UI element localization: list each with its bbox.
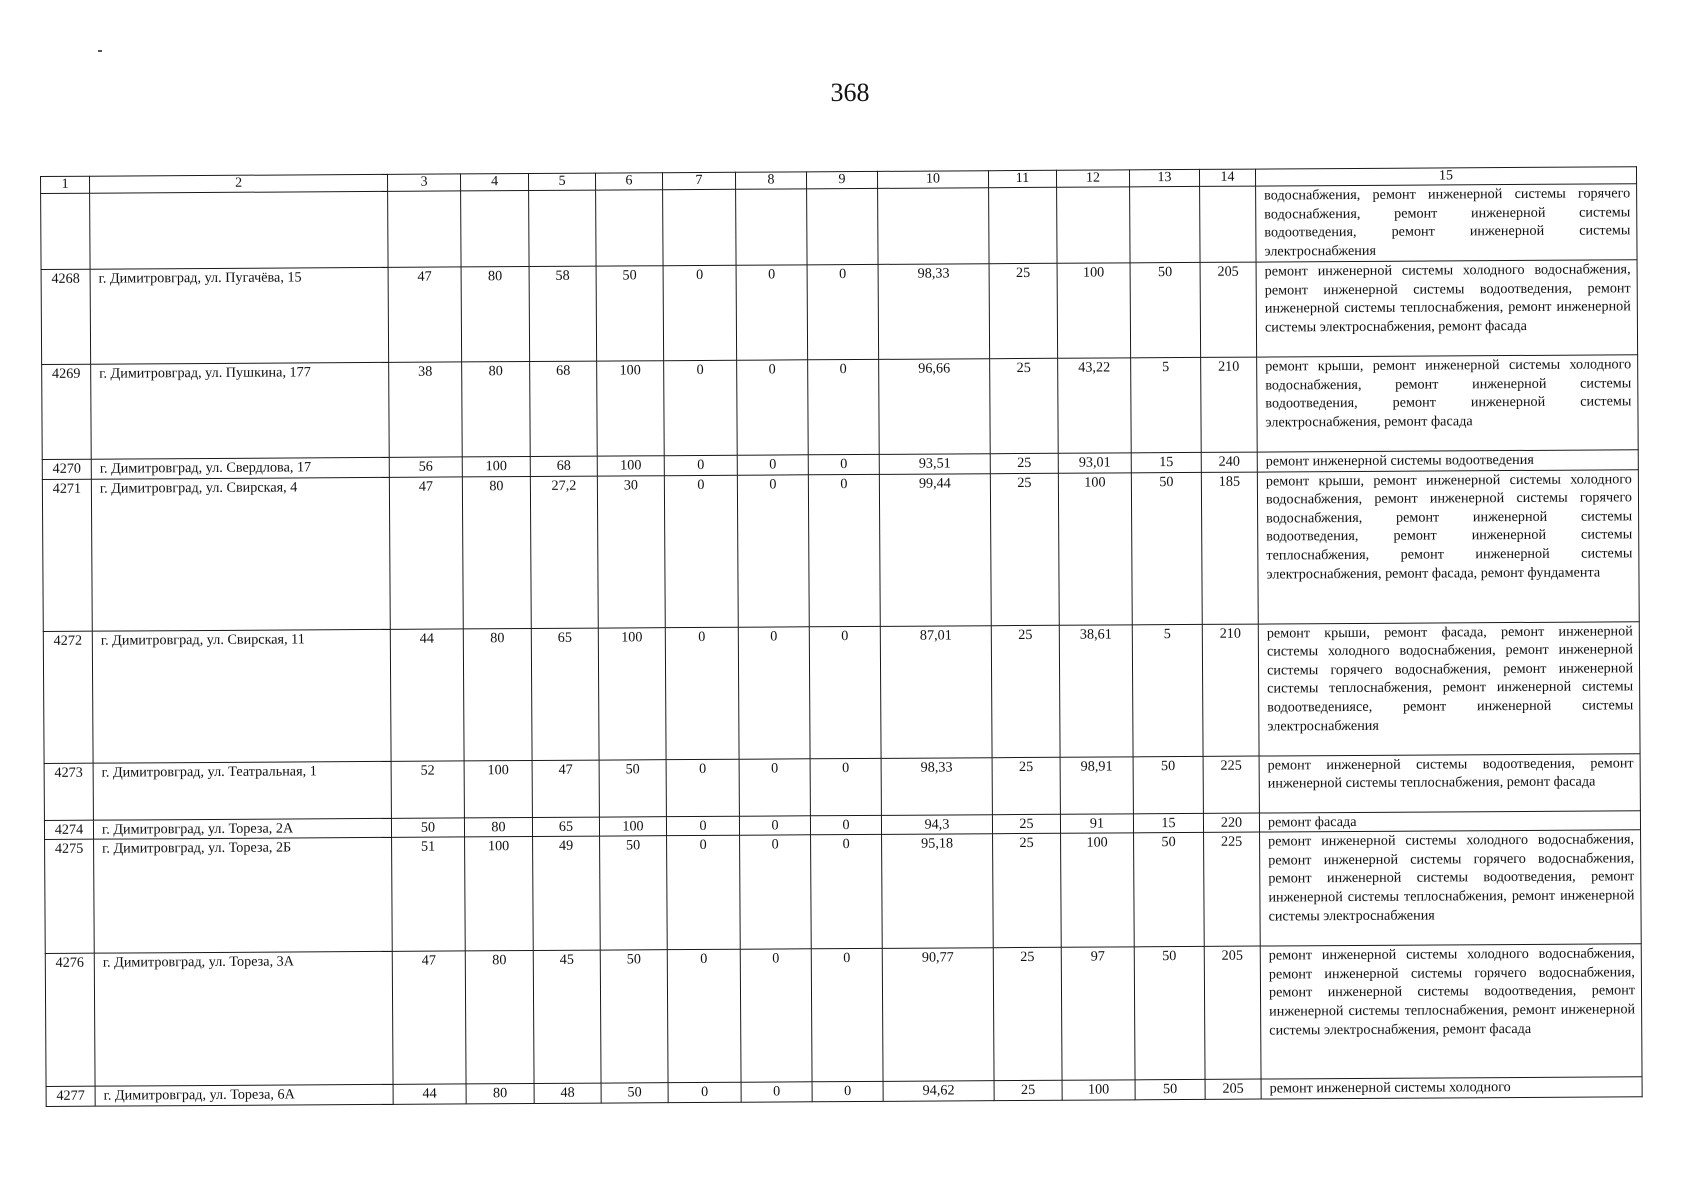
address: г. Димитровград, ул. Тореза, 3А — [94, 952, 393, 1087]
table-row — [43, 621, 1640, 763]
table-cell: 80 — [466, 1084, 534, 1104]
table-cell: 98,33 — [878, 264, 990, 360]
table-cell: 94,3 — [881, 814, 992, 834]
table-cell: 90,77 — [882, 948, 994, 1082]
table-cell — [1200, 186, 1256, 262]
table-cell: 0 — [664, 455, 737, 475]
table-cell: 65 — [532, 817, 599, 837]
table-cell: 96,66 — [879, 359, 991, 455]
table-cell: 210 — [1202, 624, 1259, 756]
table-cell: 100 — [1057, 263, 1131, 358]
table-cell: 56 — [389, 457, 462, 477]
table-cell: 48 — [534, 1083, 601, 1103]
table-cell: 0 — [737, 474, 809, 626]
works-description: водоснабжения, ремонт инженерной системы горячего водоснабжения, ремонт инженерной системы водоотведения, ремонт инженерной системы электроснабжения — [1256, 184, 1637, 262]
table-cell: 100 — [1062, 1080, 1135, 1100]
table-cell: 47 — [532, 760, 599, 817]
table-cell: 50 — [596, 266, 664, 361]
table-cell: 0 — [664, 475, 738, 627]
table-cell: 0 — [737, 360, 809, 455]
table-cell: 68 — [530, 456, 597, 476]
table-cell: 99,44 — [879, 473, 991, 626]
table-cell: 5 — [1132, 624, 1203, 756]
table-cell: 100 — [598, 627, 666, 759]
table-cell: 50 — [1133, 756, 1203, 813]
table-cell: 50 — [391, 818, 464, 838]
row-number: 4268 — [41, 269, 91, 364]
table-cell: 225 — [1204, 832, 1261, 946]
table-cell: 0 — [812, 1082, 883, 1102]
table-cell: 50 — [601, 1083, 668, 1103]
table-cell: 50 — [600, 950, 668, 1083]
works-description: ремонт инженерной системы холодного — [1261, 1077, 1642, 1099]
table-cell: 25 — [989, 263, 1058, 358]
table-cell: 80 — [464, 817, 532, 837]
table-cell: 0 — [808, 359, 880, 454]
address: г. Димитровград, ул. Тореза, 6А — [95, 1085, 393, 1106]
table-cell: 0 — [663, 265, 737, 360]
table-row — [44, 753, 1640, 820]
table-cell: 0 — [667, 949, 741, 1082]
table-cell — [596, 190, 663, 266]
table-row — [42, 469, 1639, 631]
table-cell: 25 — [993, 947, 1062, 1080]
row-number: 4271 — [42, 479, 92, 631]
table-cell: 50 — [1134, 947, 1205, 1080]
table-cell — [736, 189, 807, 265]
table-cell: 98,91 — [1060, 756, 1133, 813]
column-number: 11 — [988, 170, 1056, 187]
table-row — [41, 260, 1638, 365]
table-cell: 185 — [1201, 472, 1258, 624]
works-description: ремонт инженерной системы водоотведения — [1257, 450, 1638, 472]
address: г. Димитровград, ул. Пугачёва, 15 — [90, 267, 389, 364]
column-number: 15 — [1255, 167, 1636, 186]
table-cell: 0 — [808, 454, 879, 474]
table-cell: 65 — [531, 628, 599, 760]
table-cell: 5 — [1131, 357, 1202, 452]
table-cell: 0 — [668, 1082, 741, 1102]
table-cell: 50 — [1130, 262, 1201, 357]
table-cell: 0 — [811, 835, 883, 949]
table-cell: 87,01 — [880, 625, 992, 758]
table-cell: 25 — [992, 757, 1060, 814]
table-cell — [529, 190, 596, 266]
table-cell: 240 — [1201, 452, 1257, 472]
table-cell: 100 — [599, 816, 666, 836]
row-number: 4272 — [43, 631, 93, 763]
address: г. Димитровград, ул. Свирская, 11 — [92, 629, 391, 763]
table-cell: 50 — [1131, 472, 1202, 624]
table-cell: 15 — [1133, 813, 1203, 833]
table-cell: 25 — [993, 833, 1062, 947]
table-cell: 210 — [1201, 357, 1258, 452]
column-number: 3 — [387, 174, 460, 191]
table-cell: 30 — [597, 475, 665, 627]
table-cell: 80 — [462, 362, 531, 457]
table-cell: 47 — [389, 477, 463, 629]
column-number: 4 — [460, 174, 528, 191]
table-cell: 15 — [1131, 452, 1201, 472]
register-table — [40, 166, 1643, 1107]
table-cell: 0 — [666, 759, 739, 816]
table-cell: 93,51 — [879, 454, 990, 474]
table-cell: 25 — [990, 473, 1059, 625]
table-cell: 0 — [664, 360, 738, 455]
works-description: ремонт инженерной системы водоотведения, ремонт инженерной системы теплоснабжения, ремонт фасада — [1259, 753, 1640, 812]
table-cell — [663, 189, 736, 265]
table-cell: 97 — [1061, 947, 1135, 1080]
works-description: ремонт инженерной системы холодного водоснабжения, ремонт инженерной системы горячего водоснабжения, ремонт инженерной системы водоотведения, ремонт инженерной системы теплоснабжения, ремонт инженерной системы электроснабжения, ремонт фасада — [1260, 944, 1642, 1079]
table-cell: 52 — [391, 761, 464, 818]
table-cell: 51 — [392, 837, 466, 951]
table-cell: 25 — [992, 814, 1060, 834]
table-cell: 0 — [737, 455, 808, 475]
table-cell: 205 — [1205, 1079, 1261, 1099]
table-cell: 0 — [667, 835, 741, 949]
scan-speck — [98, 50, 102, 52]
table-cell: 43,22 — [1058, 358, 1132, 453]
column-number: 8 — [735, 172, 806, 189]
table-cell: 0 — [808, 474, 880, 626]
table-cell: 50 — [600, 836, 668, 950]
table-cell: 91 — [1060, 813, 1133, 833]
address: г. Димитровград, ул. Свердлова, 17 — [91, 457, 389, 478]
works-description: ремонт крыши, ремонт инженерной системы холодного водоснабжения, ремонт инженерной системы горячего водоснабжения, ремонт инженерной системы водоотведения, ремонт инженерной системы теплоснабжения, ремонт инженерной системы электроснабжения, ремонт фасада, ремонт фундамента — [1257, 469, 1639, 623]
table-cell: 80 — [465, 951, 534, 1084]
table-cell: 93,01 — [1058, 453, 1131, 473]
table-cell: 225 — [1203, 756, 1259, 813]
table-cell: 100 — [464, 760, 532, 817]
table-cell: 38,61 — [1059, 624, 1133, 756]
works-description: ремонт крыши, ремонт инженерной системы холодного водоснабжения, ремонт инженерной системы водоотведения, ремонт инженерной системы электроснабжения, ремонт фасада — [1257, 355, 1639, 452]
table-cell — [989, 187, 1057, 263]
table-cell: 80 — [461, 267, 530, 362]
row-number: 4269 — [42, 364, 92, 459]
table-cell: 58 — [529, 266, 597, 361]
table-row — [42, 355, 1639, 460]
table-cell: 25 — [990, 453, 1058, 473]
table-cell: 0 — [665, 627, 739, 759]
table-cell: 50 — [599, 759, 666, 816]
table-cell: 47 — [388, 267, 462, 362]
table-cell: 47 — [392, 951, 466, 1084]
column-number: 13 — [1129, 169, 1199, 186]
table-cell: 0 — [666, 816, 739, 836]
table-cell: 0 — [807, 264, 879, 359]
table-cell: 205 — [1204, 946, 1261, 1079]
table-cell — [41, 193, 90, 269]
column-number: 14 — [1199, 169, 1255, 186]
table-cell — [1057, 187, 1130, 263]
table-cell: 0 — [738, 626, 810, 758]
works-description: ремонт крыши, ремонт фасада, ремонт инженерной системы холодного водоснабжения, ремонт инженерной системы горячего водоснабжения, ремонт инженерной системы теплоснабжения, ремонт инженерной системы водоотведениясе, ремонт инженерной системы электроснабжения — [1258, 621, 1640, 755]
address: г. Димитровград, ул. Тореза, 2А — [93, 818, 391, 839]
table-cell: 0 — [809, 626, 881, 758]
table-cell: 50 — [1135, 1080, 1205, 1100]
table-cell: 80 — [462, 476, 531, 628]
table-cell — [90, 191, 388, 269]
column-number: 6 — [595, 173, 662, 190]
table-cell: 0 — [810, 758, 881, 815]
table-cell: 44 — [393, 1084, 466, 1104]
table-row — [45, 830, 1642, 954]
column-number: 10 — [877, 171, 988, 189]
table-cell: 100 — [1061, 833, 1135, 947]
column-number: 12 — [1056, 170, 1129, 187]
table-cell: 0 — [810, 815, 881, 835]
table-cell: 0 — [811, 949, 883, 1082]
page-number: 368 — [830, 78, 870, 107]
row-number: 4270 — [42, 459, 91, 479]
table-cell: 100 — [1058, 472, 1132, 624]
table-cell: 100 — [465, 837, 534, 951]
table-cell: 100 — [462, 457, 530, 477]
row-number: 4273 — [44, 763, 93, 820]
column-number: 7 — [662, 172, 735, 189]
table-cell: 25 — [994, 1080, 1062, 1100]
address: г. Димитровград, ул. Свирская, 4 — [91, 477, 390, 631]
row-number: 4277 — [46, 1086, 95, 1106]
works-description: ремонт фасада — [1259, 810, 1640, 832]
table-cell: 100 — [597, 361, 665, 456]
works-description: ремонт инженерной системы холодного водоснабжения, ремонт инженерной системы горячего водоснабжения, ремонт инженерной системы водоотведения, ремонт инженерной системы теплоснабжения, ремонт инженерной системы электроснабжения — [1260, 830, 1642, 946]
table-cell: 49 — [533, 836, 601, 950]
column-number: 1 — [41, 176, 90, 193]
table-cell: 25 — [991, 625, 1060, 757]
table-cell — [807, 188, 878, 264]
address: г. Димитровград, ул. Пушкина, 177 — [91, 362, 390, 459]
continuation-row — [41, 184, 1637, 270]
table-cell — [1130, 186, 1200, 262]
register-sheet — [40, 166, 1642, 1107]
row-number: 4274 — [44, 820, 93, 840]
table-row — [45, 944, 1642, 1087]
address: г. Димитровград, ул. Тореза, 2Б — [94, 838, 393, 954]
table-cell: 25 — [990, 358, 1059, 453]
table-cell: 94,62 — [883, 1081, 994, 1101]
table-cell — [878, 188, 989, 265]
table-cell: 0 — [740, 949, 812, 1082]
table-cell: 45 — [533, 950, 601, 1083]
works-description: ремонт инженерной системы холодного водоснабжения, ремонт инженерной системы водоотведения, ремонт инженерной системы теплоснабжения, ремонт инженерной системы электроснабжения, ремонт фасада — [1256, 260, 1638, 357]
table-cell: 0 — [739, 758, 810, 815]
table-cell: 95,18 — [882, 834, 994, 949]
address: г. Димитровград, ул. Театральная, 1 — [93, 761, 391, 820]
column-number: 5 — [528, 173, 595, 190]
table-cell: 0 — [739, 815, 810, 835]
table-cell: 0 — [736, 265, 808, 360]
table-cell: 98,33 — [881, 757, 992, 815]
table-cell: 80 — [463, 628, 532, 760]
table-cell: 38 — [389, 362, 463, 457]
table-cell: 44 — [390, 629, 464, 761]
column-number: 9 — [806, 171, 877, 188]
row-number: 4275 — [45, 839, 95, 953]
table-cell: 27,2 — [530, 476, 598, 628]
table-cell: 50 — [1134, 833, 1205, 947]
row-number: 4276 — [45, 953, 95, 1086]
table-cell: 68 — [530, 361, 598, 456]
table-cell: 0 — [741, 1082, 812, 1102]
table-cell: 220 — [1203, 813, 1259, 833]
table-cell — [461, 191, 529, 267]
table-cell: 100 — [597, 456, 664, 476]
column-number: 2 — [90, 174, 388, 193]
table-cell: 0 — [740, 835, 812, 949]
table-cell — [388, 191, 461, 267]
table-cell: 205 — [1200, 262, 1257, 357]
